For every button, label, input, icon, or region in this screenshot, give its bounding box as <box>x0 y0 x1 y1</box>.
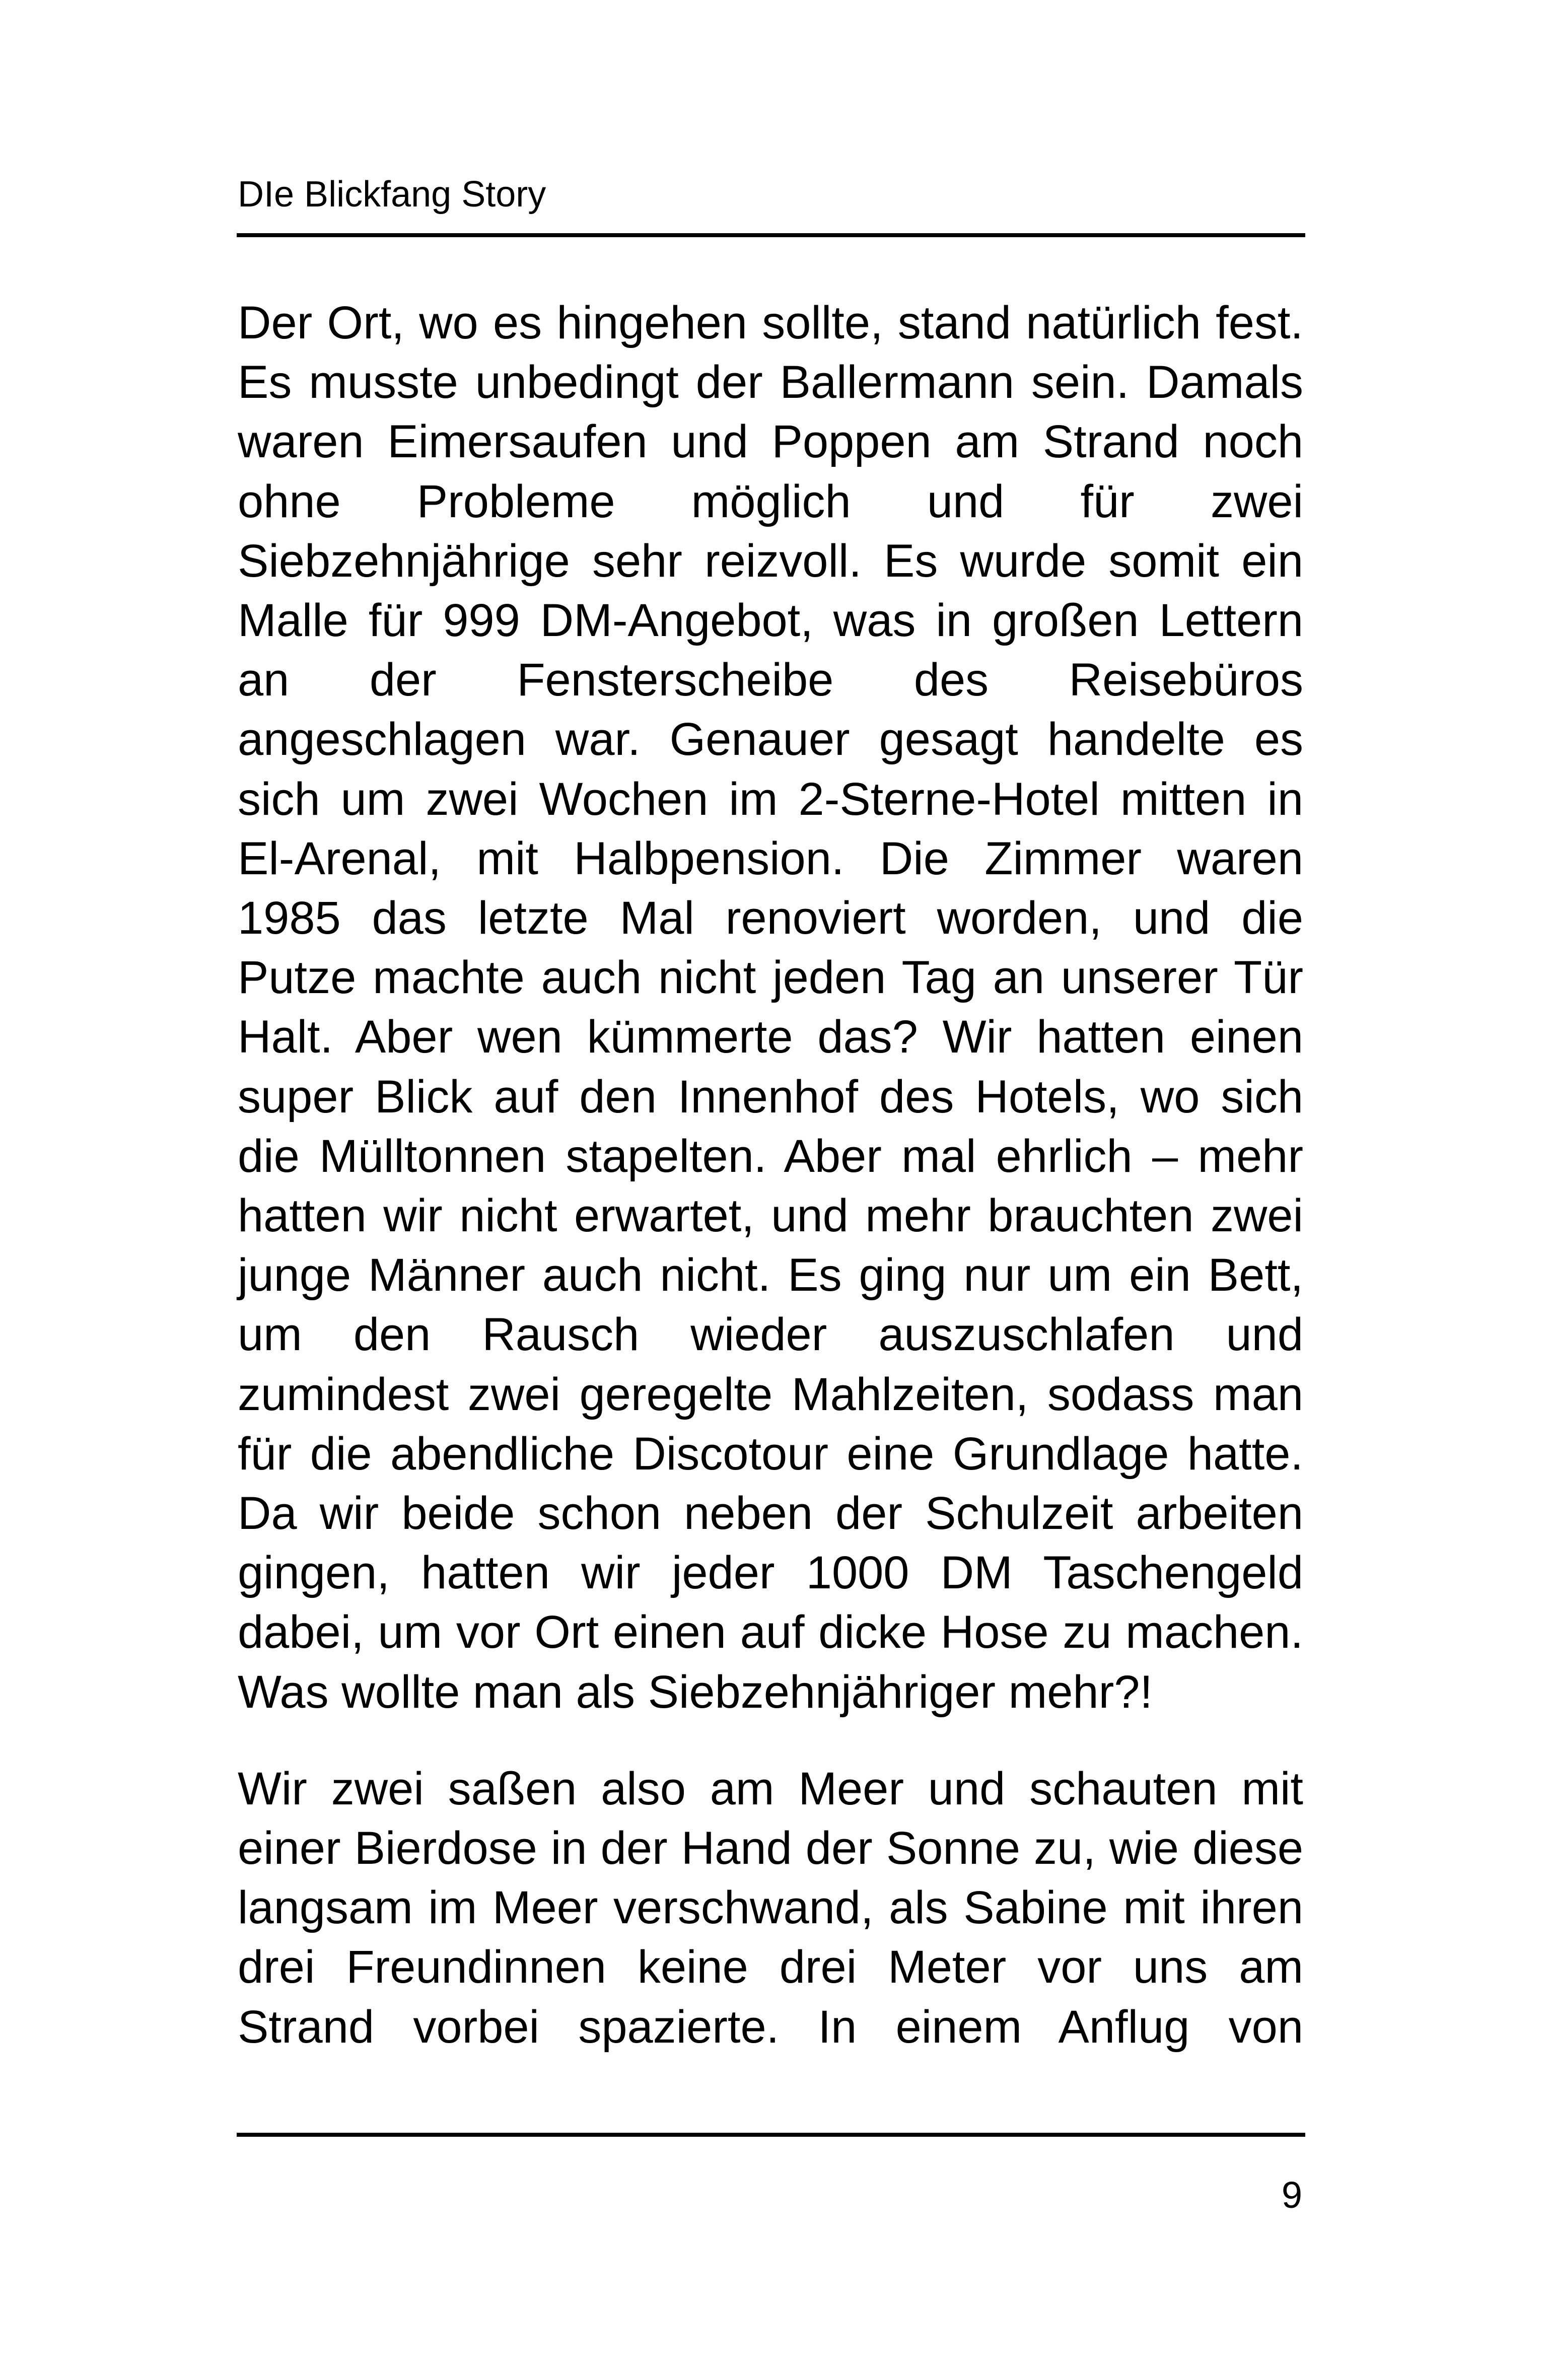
running-head: DIe Blickfang Story <box>238 174 546 215</box>
page-number: 9 <box>1281 2174 1302 2216</box>
paragraph-1: Der Ort, wo es hingehen sollte, stand natürlich fest. Es musste unbedingt der Ballermann sein. Damals waren Eimersaufen und Poppen am Strand noch ohne Probleme möglich und für zwei Siebzehnjährige sehr reizvoll. Es wurde somit ein Malle für 999 DM-Angebot, was in großen Lettern an der Fensterscheibe des Reisebüros angeschlagen war. Genauer gesagt handelte es sich um zwei Wochen im 2-Sterne-Hotel mitten in El-Arenal, mit Halbpension. Die Zimmer waren 1985 das letzte Mal renoviert worden, und die Putze machte auch nicht jeden Tag an unserer Tür Halt. Aber wen kümmerte das? Wir hatten einen super Blick auf den Innenhof des Hotels, wo sich die Mülltonnen stapelten. Aber mal ehrlich – mehr hatten wir nicht erwartet, und mehr brauchten zwei junge Männer auch nicht. Es ging nur um ein Bett, um den Rausch wieder auszuschlafen und zumindest zwei geregelte Mahlzeiten, sodass man für die abendliche Discotour eine Grundlage hatte. Da wir beide schon neben der Schulzeit arbeiten gingen, hatten wir jeder 1000 DM Taschengeld dabei, um vor Ort einen auf dicke Hose zu machen. Was wollte man als Siebzehnjähriger mehr?! <box>238 297 1303 1718</box>
footer-rule <box>237 2133 1305 2137</box>
header-rule <box>237 233 1305 237</box>
paragraph-2: Wir zwei saßen also am Meer und schauten mit einer Bierdose in der Hand der Sonne zu, wie diese langsam im Meer verschwand, als Sabine mit ihren drei Freundinnen keine drei Meter vor uns am Strand vorbei spazierte. In einem Anflug von <box>238 1763 1303 2053</box>
body-text <box>238 293 1303 2057</box>
